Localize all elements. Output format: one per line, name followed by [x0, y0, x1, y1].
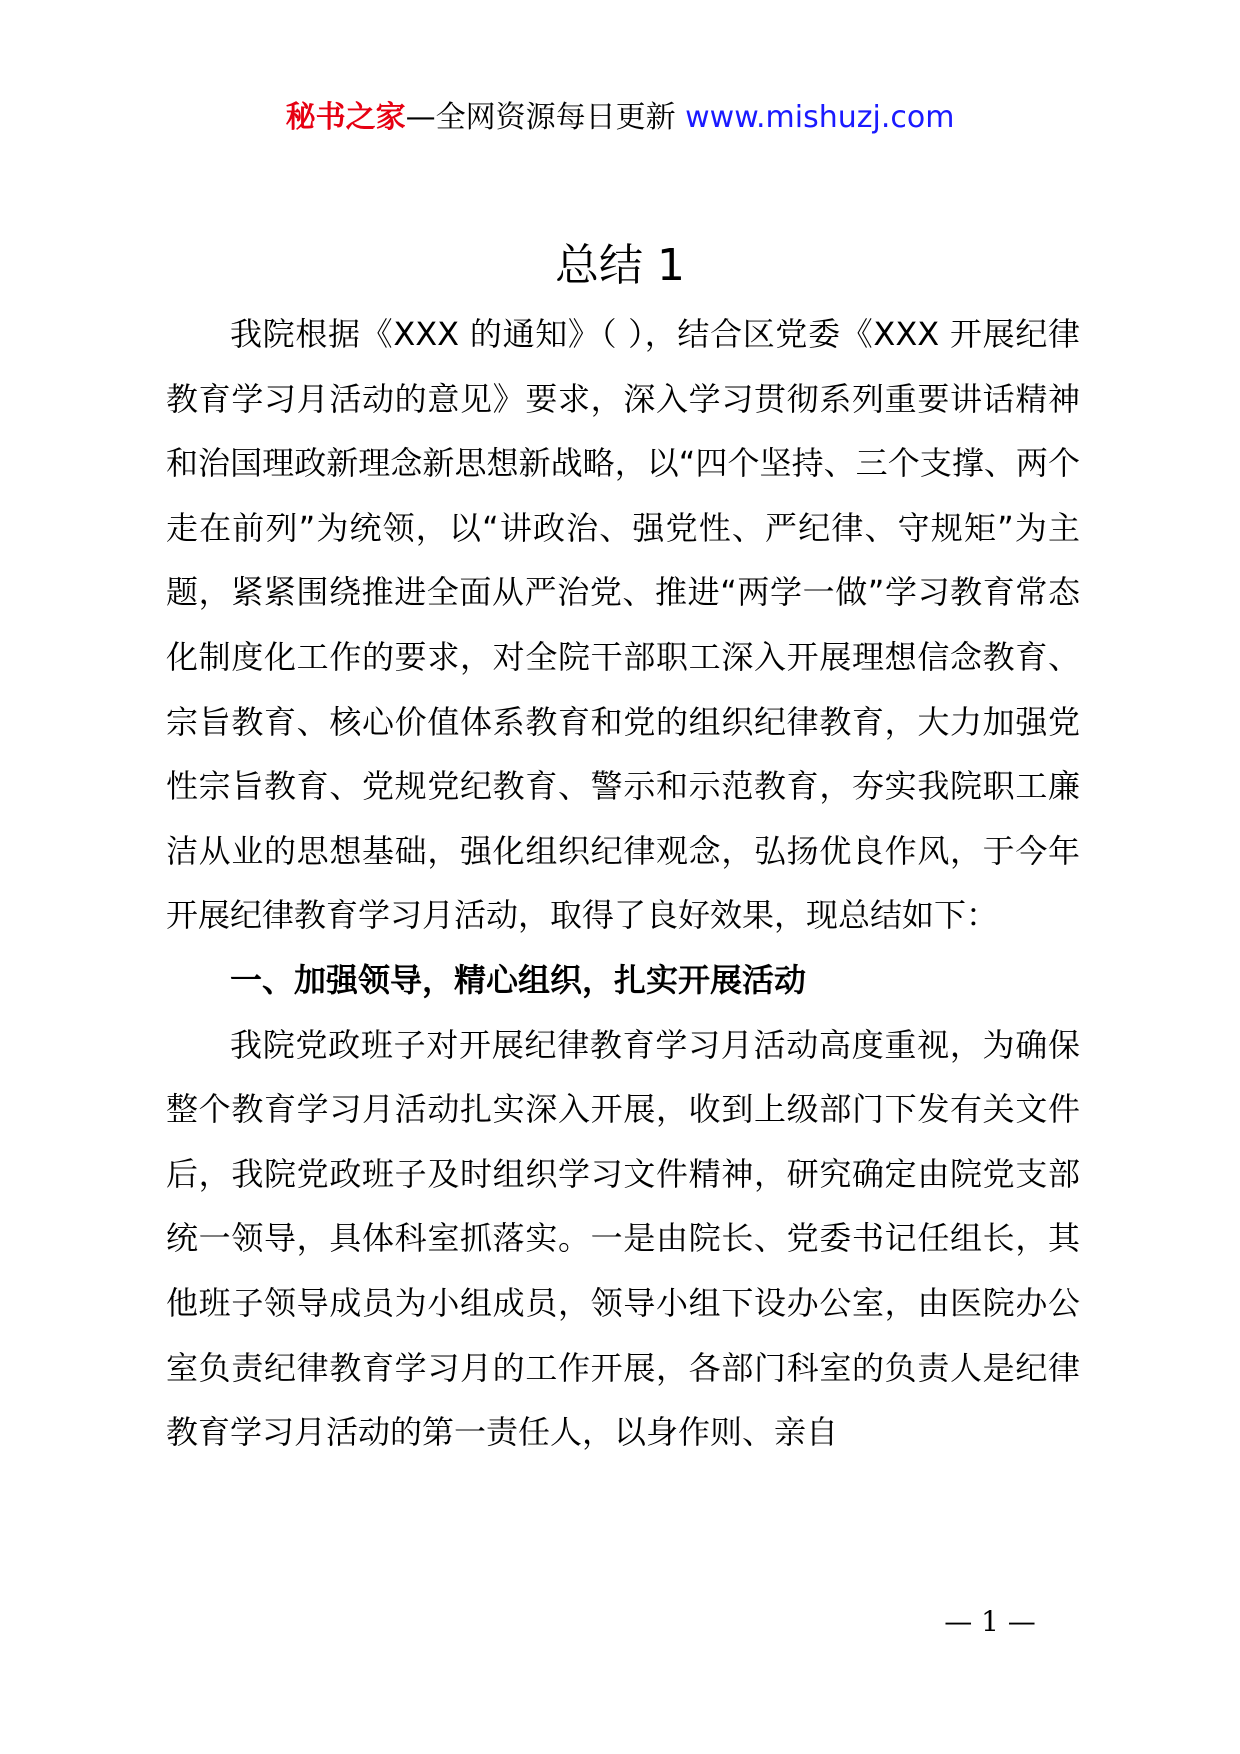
page-number: — 1 — [944, 1605, 1036, 1638]
intro-paragraph: 我院根据《XXX 的通知》（ ），结合区党委《XXX 开展纪律教育学习月活动的意见》要求，深入学习贯彻系列重要讲话精神和治国理政新理念新思想新战略，以“四个坚持、三个支撑、两个走在前列”为统领，以“讲政治、强党性、严纪律、守规矩”为主题，紧紧围绕推进全面从严治党、推进“两学一做”学习教育常态化制度化工作的要求，对全院干部职工深入开展理想信念教育、宗旨教育、核心价值体系教育和党的组织纪律教育，大力加强党性宗旨教育、党规党纪教育、警示和示范教育，夯实我院职工廉洁从业的思想基础，强化组织纪律观念，弘扬优良作风，于今年开展纪律教育学习月活动，取得了良好效果，现总结如下： [166, 315, 1080, 935]
section-heading-1: 一、加强领导，精心组织，扎实开展活动 [230, 960, 807, 999]
brand-name: 秘书之家 [285, 100, 406, 135]
header-tagline: —全网资源每日更新 [405, 100, 676, 135]
site-watermark-header [0, 98, 1240, 138]
document-title: 总结 1 [555, 240, 685, 291]
site-url-link[interactable]: www.mishuzj.com [685, 100, 955, 135]
section-1-paragraph: 我院党政班子对开展纪律教育学习月活动高度重视，为确保整个教育学习月活动扎实深入开展，收到上级部门下发有关文件后，我院党政班子及时组织学习文件精神，研究确定由院党支部统一领导，具体科室抓落实。一是由院长、党委书记任组长，其他班子领导成员为小组成员，领导小组下设办公室，由医院办公室负责纪律教育学习月的工作开展，各部门科室的负责人是纪律教育学习月活动的第一责任人，以身作则、亲自 [166, 1025, 1080, 1452]
document-body [166, 302, 1080, 1465]
